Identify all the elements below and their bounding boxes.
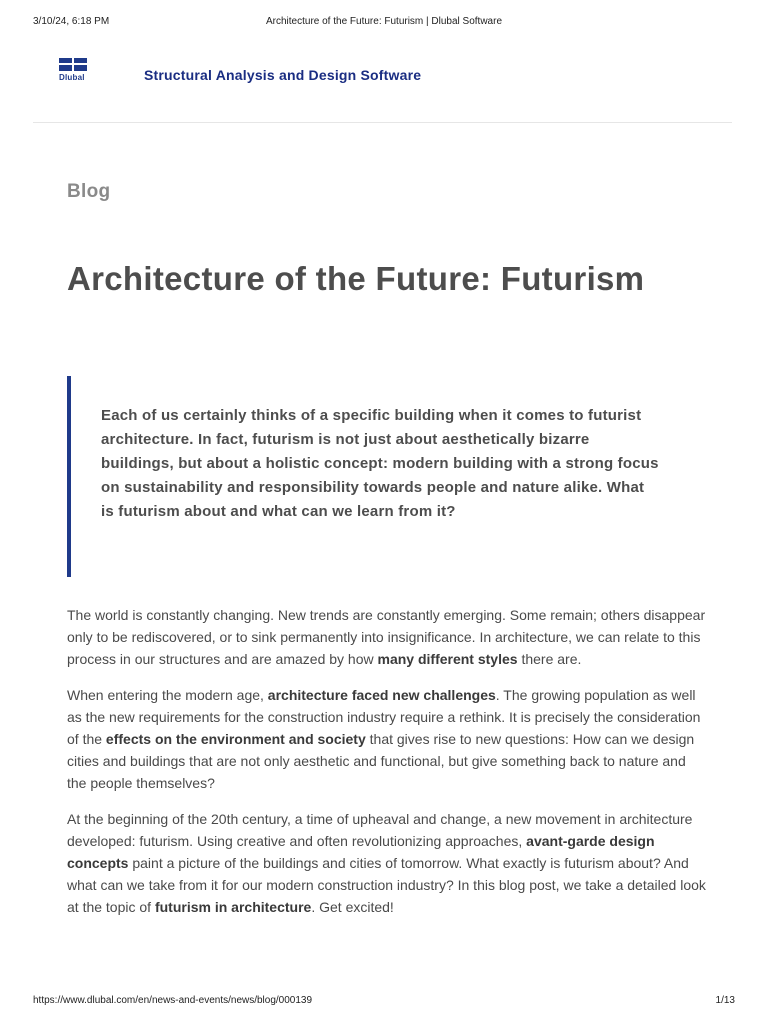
site-tagline: Structural Analysis and Design Software: [144, 67, 422, 83]
emphasized-text: avant-garde design concepts: [67, 833, 655, 871]
body-paragraph: [67, 604, 707, 670]
print-document-title: Architecture of the Future: Futurism | Dlubal Software: [265, 16, 503, 27]
dlubal-logo[interactable]: [59, 58, 89, 86]
intro-text: Each of us certainly thinks of a specific building when it comes to futurist architecture. In fact, futurism is not just about aesthetically bizarre buildings, but about a holistic concept: modern building with a strong focus on sustainability and responsibility towards people and nature alike. What is futurism about and what can we learn from it?: [101, 407, 659, 520]
print-date: 3/10/24, 6:18 PM: [33, 16, 110, 27]
article-intro-quote: [67, 376, 667, 577]
paragraph-text: that gives rise to new questions: How can we design cities and buildings that are not only aesthetic and functional, but give something back to nature and the people themselves?: [67, 731, 695, 791]
site-header: [33, 56, 732, 123]
paragraph-text: The world is constantly changing. New trends are constantly emerging. Some remain; others disappear only to be rediscovered, or to sink permanently into insignificance. In architecture, we can relate to this process in our structures and are amazed by how: [67, 607, 706, 667]
emphasized-text: effects on the environment and society: [105, 731, 366, 747]
print-url: https://www.dlubal.com/en/news-and-events/news/blog/000139: [33, 995, 313, 1006]
emphasized-text: architecture faced new challenges: [267, 687, 496, 703]
paragraph-text: there are.: [517, 651, 582, 667]
print-footer: [33, 995, 735, 1009]
paragraph-text: . The growing population as well as the new requirements for the construction industry require a rethink. It is precisely the consideration of the: [67, 687, 701, 747]
logo-text: Dlubal: [59, 73, 85, 82]
article-body: [67, 604, 707, 932]
body-paragraph: [67, 684, 707, 794]
article-title: Architecture of the Future: Futurism: [67, 260, 645, 297]
print-header: [33, 16, 735, 30]
page-number: 1/13: [715, 995, 735, 1006]
paragraph-text: . Get excited!: [311, 899, 394, 915]
paragraph-text: paint a picture of the buildings and cities of tomorrow. What exactly is futurism about? And what can we take from it for our modern construction industry? In this blog post, we take a detailed look at the topic of: [67, 855, 706, 915]
article-category: Blog: [67, 181, 111, 202]
paragraph-text: When entering the modern age,: [67, 687, 268, 703]
paragraph-text: At the beginning of the 20th century, a time of upheaval and change, a new movement in architecture developed: futurism. Using creative and often revolutionizing approaches,: [67, 811, 693, 849]
logo-mark-icon: [59, 58, 87, 71]
emphasized-text: many different styles: [377, 651, 518, 667]
emphasized-text: futurism in architecture: [154, 899, 312, 915]
body-paragraph: [67, 808, 707, 918]
